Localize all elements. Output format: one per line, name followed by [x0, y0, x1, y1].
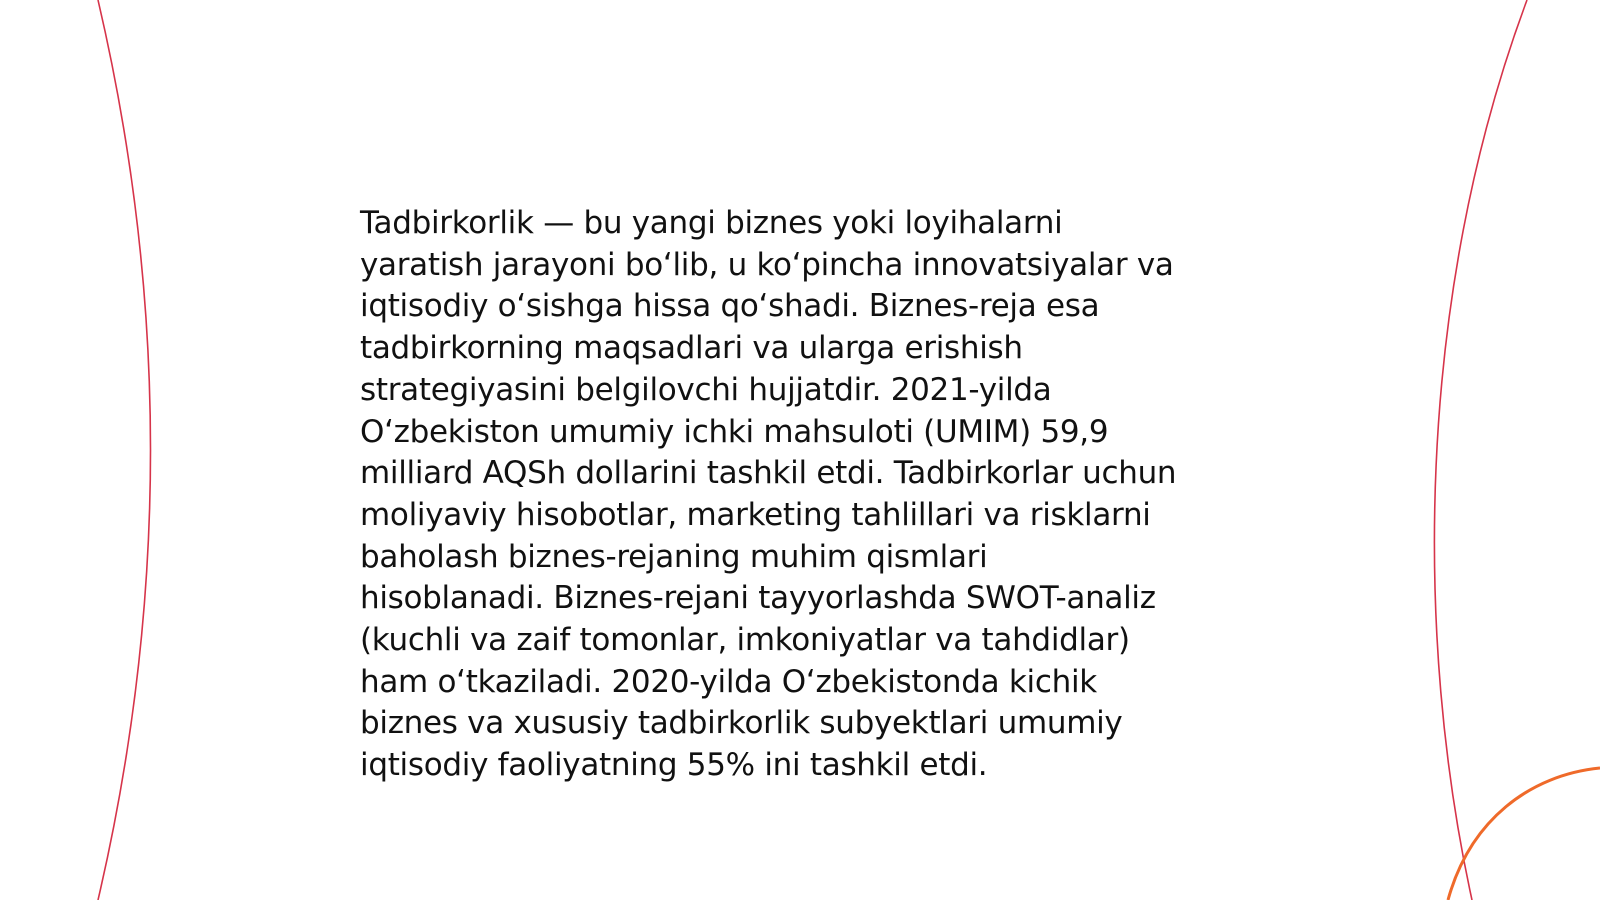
- right-red-arc: [1434, 0, 1527, 900]
- right-orange-arc: [1448, 768, 1600, 900]
- slide-body-text: Tadbirkorlik — bu yangi biznes yoki loyihalarni yaratish jarayoni boʻlib, u koʻpincha innovatsiyalar va iqtisodiy oʻsishga hissa qoʻshadi. Biznes-reja esa tadbirkorning maqsadlari va ularga erishish strategiyasini belgilovchi hujjatdir. 2021-yilda Oʻzbekiston umumiy ichki mahsuloti (UMIM) 59,9 milliard AQSh dollarini tashkil etdi. Tadbirkorlar uchun moliyaviy hisobotlar, marketing tahlillari va risklarni baholash biznes-rejaning muhim qismlari hisoblanadi. Biznes-rejani tayyorlashda SWOT-analiz (kuchli va zaif tomonlar, imkoniyatlar va tahdidlar) ham oʻtkaziladi. 2020-yilda Oʻzbekistonda kichik biznes va xususiy tadbirkorlik subyektlari umumiy iqtisodiy faoliyatning 55% ini tashkil etdi.: [360, 205, 1177, 784]
- left-red-arc: [98, 0, 151, 900]
